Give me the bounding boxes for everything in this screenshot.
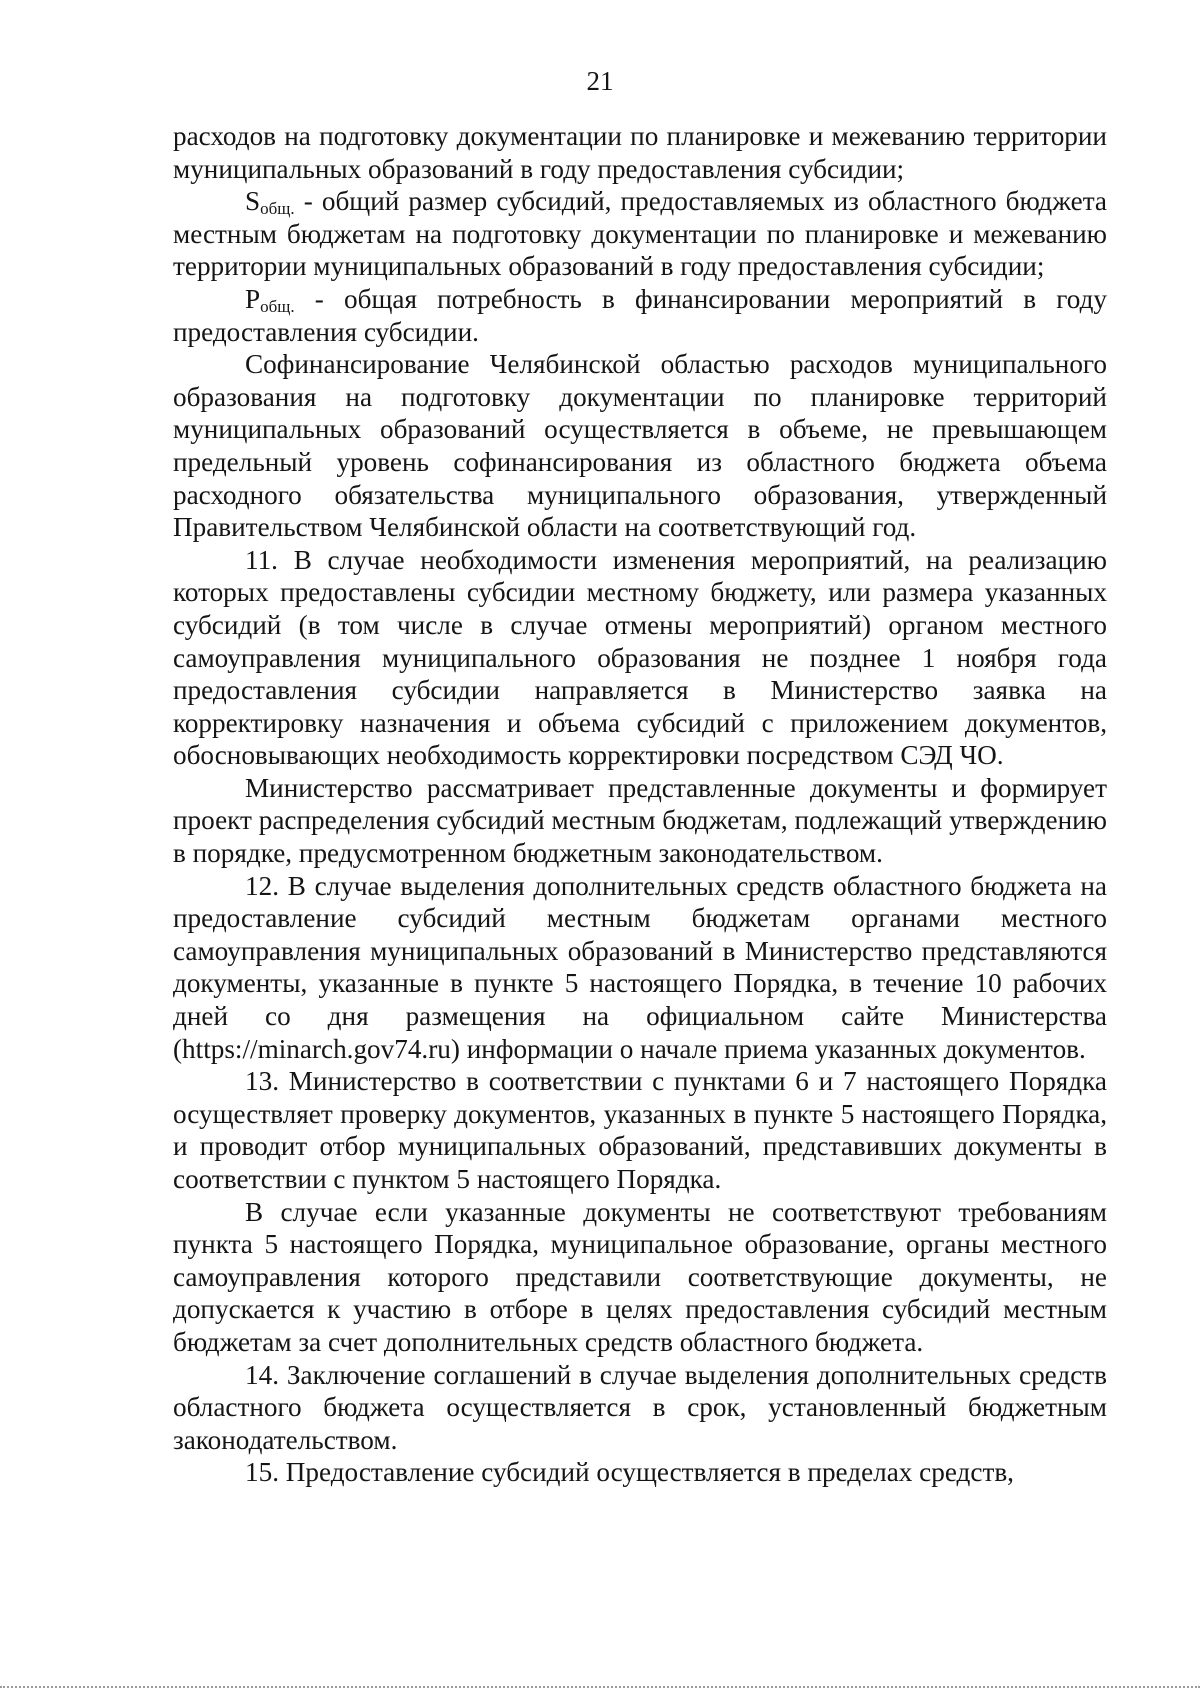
document-body bbox=[173, 120, 1107, 1489]
s-total-definition-text: - общий размер субсидий, предоставляемых из областного бюджета местным бюджетам на подготовку документации по планировке и межеванию территории муниципальных образований в году предоставления субсидии; bbox=[173, 186, 1107, 282]
symbol-s: S bbox=[245, 186, 261, 217]
paragraph-clause-13: 13. Министерство в соответствии с пунктами 6 и 7 настоящего Порядка осуществляет проверку документов, указанных в пункте 5 настоящего Порядка, и проводит отбор муниципальных образований, представивших документы в соответствии с пунктом 5 настоящего Порядка. bbox=[173, 1066, 1107, 1194]
paragraph-continuation: расходов на подготовку документации по планировке и межеванию территории муниципальных образований в году предоставления субсидии; bbox=[173, 121, 1107, 184]
scan-bottom-edge bbox=[0, 1686, 1200, 1688]
p-total-definition-text: - общая потребность в финансировании мероприятий в году предоставления субсидии. bbox=[173, 283, 1107, 347]
paragraph-clause-11: 11. В случае необходимости изменения мероприятий, на реализацию которых предоставлены субсидии местному бюджету, или размера указанных субсидий (в том числе в случае отмены мероприятий) органом местного самоуправления муниципального образования не позднее 1 ноября года предоставления субсидии направляется в Министерство заявка на корректировку назначения и объема субсидий с приложением документов, обосновывающих необходимость корректировки посредством СЭД ЧО. bbox=[173, 544, 1107, 771]
paragraph-s-total-definition bbox=[173, 185, 1107, 283]
paragraph-cofinancing: Софинансирование Челябинской областью расходов муниципального образования на подготовку документации по планировке территорий муниципальных образований осуществляется в объеме, не превышающем предельный уровень софинансирования из областного бюджета объема расходного обязательства муниципального образования, утвержденный Правительством Челябинской области на соответствующий год. bbox=[173, 349, 1107, 543]
paragraph-clause-12: 12. В случае выделения дополнительных средств областного бюджета на предоставление субсидий местным бюджетам органами местного самоуправления муниципальных образований в Министерство представляются документы, указанные в пункте 5 настоящего Порядка, в течение 10 рабочих дней со дня размещения на официальном сайте Министерства (https://minarch.gov74.ru) информации о начале приема указанных документов. bbox=[173, 870, 1107, 1064]
paragraph-p-total-definition bbox=[173, 283, 1107, 348]
symbol-s-subscript: общ. bbox=[260, 199, 295, 219]
paragraph-clause-15: 15. Предоставление субсидий осуществляется в пределах средств, bbox=[245, 1457, 1014, 1488]
symbol-p: P bbox=[245, 283, 261, 314]
paragraph-ministry-review: Министерство рассматривает представленные документы и формирует проект распределения субсидий местным бюджетам, подлежащий утверждению в порядке, предусмотренном бюджетным законодательством. bbox=[173, 772, 1107, 869]
symbol-p-subscript: общ. bbox=[260, 296, 295, 316]
paragraph-nonconformity: В случае если указанные документы не соответствуют требованиям пункта 5 настоящего Порядка, муниципальное образование, органы местного самоуправления которого представили соответствующие документы, не допускается к участию в отборе в целях предоставления субсидий местным бюджетам за счет дополнительных средств областного бюджета. bbox=[173, 1196, 1107, 1357]
paragraph-clause-14: 14. Заключение соглашений в случае выделения дополнительных средств областного бюджета осуществляется в срок, установленный бюджетным законодательством. bbox=[173, 1359, 1107, 1455]
page-number: 21 bbox=[586, 66, 614, 96]
